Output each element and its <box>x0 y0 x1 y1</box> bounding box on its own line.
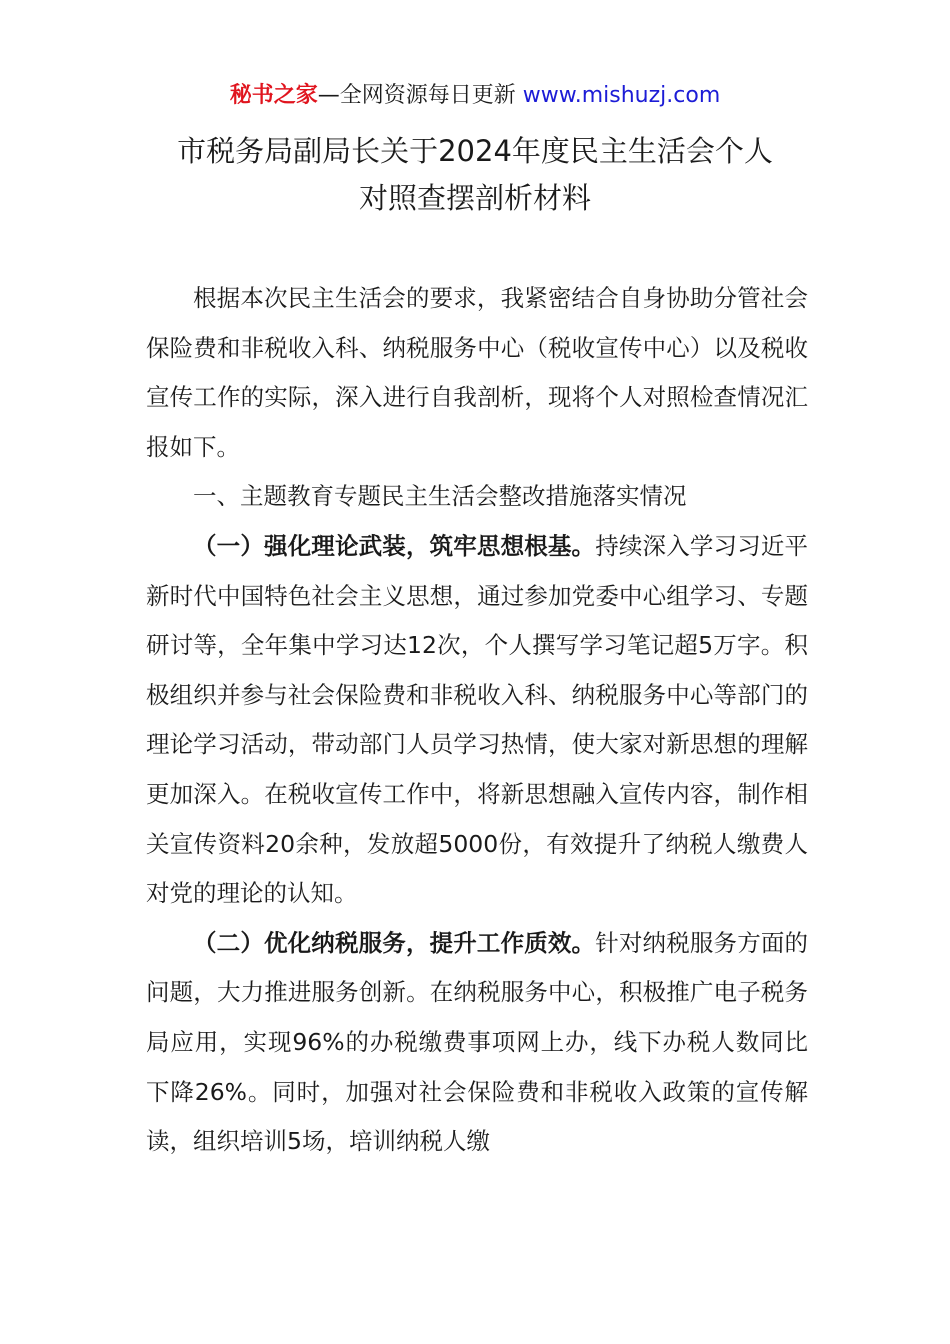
item-1-paragraph <box>146 522 808 919</box>
item-2-body: 针对纳税服务方面的问题，大力推进服务创新。在纳税服务中心，积极推广电子税务局应用，实现96%的办税缴费事项网上办，线下办税人数同比下降26%。同时，加强对社会保险费和非税收入政策的宣传解读，组织培训5场，培训纳税人缴 <box>146 928 809 1156</box>
item-1-lead: （一）强化理论武装，筑牢思想根基。 <box>193 531 596 560</box>
title-line-2: 对照查摆剖析材料 <box>358 181 591 215</box>
section-heading: 一、主题教育专题民主生活会整改措施落实情况 <box>193 482 687 511</box>
item-1-body: 持续深入学习习近平新时代中国特色社会主义思想，通过参加党委中心组学习、专题研讨等，全年集中学习达12次，个人撰写学习笔记超5万字。积极组织并参与社会保险费和非税收入科、纳税服务中心等部门的理论学习活动，带动部门人员学习热情，使大家对新思想的理解更加深入。在税收宣传工作中，将新思想融入宣传内容，制作相关宣传资料20余种，发放超5000份，有效提升了纳税人缴费人对党的理论的认知。 <box>146 531 809 908</box>
item-2-paragraph <box>146 919 808 1167</box>
header-tagline: —全网资源每日更新 <box>317 83 516 108</box>
site-header <box>0 80 950 112</box>
brand-name: 秘书之家 <box>229 83 318 108</box>
document-body <box>146 274 808 1167</box>
document-title <box>0 128 950 222</box>
title-line-1: 市税务局副局长关于2024年度民主生活会个人 <box>177 134 773 168</box>
intro-paragraph: 根据本次民主生活会的要求，我紧密结合自身协助分管社会保险费和非税收入科、纳税服务中心（税收宣传中心）以及税收宣传工作的实际，深入进行自我剖析，现将个人对照检查情况汇报如下。 <box>146 284 808 461</box>
site-url[interactable]: www.mishuzj.com <box>522 83 721 108</box>
item-2-lead: （二）优化纳税服务，提升工作质效。 <box>193 928 596 957</box>
